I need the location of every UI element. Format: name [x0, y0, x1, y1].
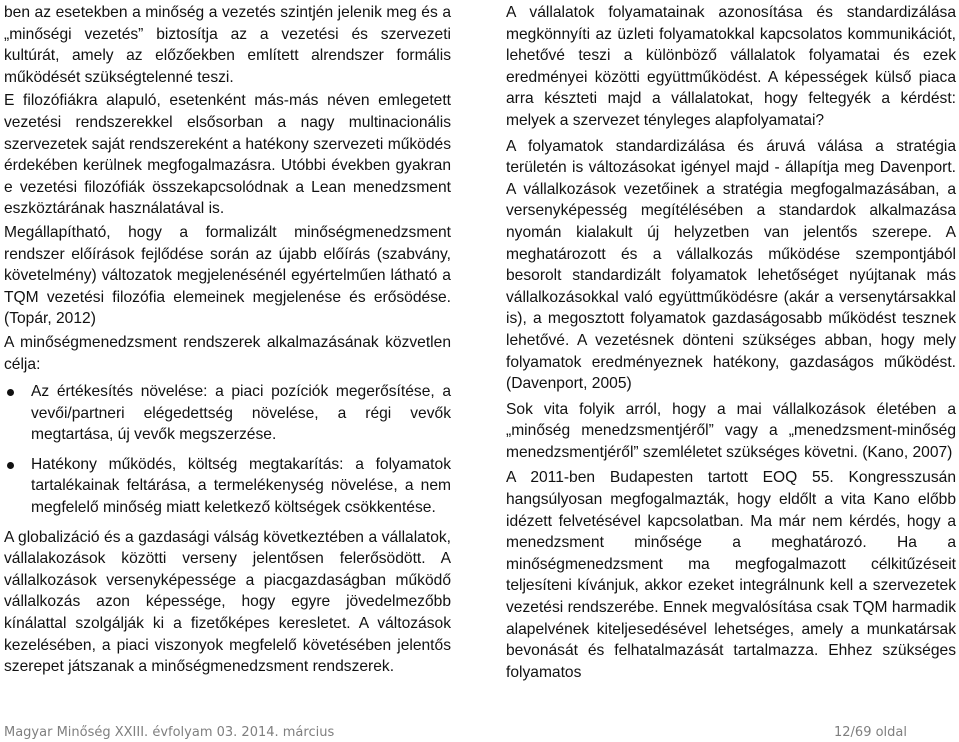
- list-item-text: Az értékesítés növelése: a piaci pozíciók megerősítése, a vevői/partneri elégedettség növelése, a régi vevők megtartása, új vevők megszerzése.: [31, 383, 451, 444]
- list-item: [4, 381, 451, 446]
- journal-info: Magyar Minőség XXIII. évfolyam 03. 2014. március: [4, 725, 335, 740]
- left-column: [4, 2, 451, 680]
- right-column: [506, 2, 956, 685]
- paragraph: Sok vita folyik arról, hogy a mai vállalkozások életében a „minőség menedzsmentjéről” vagy a „menedzsment-minőség menedzsmentjéről” szemléletet szükséges követni. (Kano, 2007): [506, 400, 956, 461]
- paragraph: E filozófiákra alapuló, esetenként más-más néven emlegetett vezetési rendszerekkel elsősorban a nagy multinacionális szervezetek saját rendszereként a hatékony szervezeti működés érdekében kerülnek megfogalmazásra. Utóbbi években gyakran e vezetési filozófiák összekapcsolódnak a Lean menedzsment eszköztárának használatával is.: [4, 92, 451, 218]
- paragraph: A vállalatok folyamatainak azonosítása és standardizálása megkönnyíti az üzleti folyamatokkal kapcsolatos kommunikációt, lehetővé teszi a különböző vállalatok folyamatai és ezek eredményei közötti együttműködést. A képességek külső piaca arra készteti majd a vállalatokat, hogy feltegyék a kérdést: melyek a szervezet tényleges alapfolyamatai?: [506, 4, 956, 129]
- list-item: [4, 454, 451, 519]
- bullet-icon: [7, 389, 14, 396]
- page-footer: [0, 723, 959, 742]
- paragraph: A minőségmenedzsment rendszerek alkalmazásának közvetlen célja:: [4, 333, 451, 373]
- paragraph: A globalizáció és a gazdasági válság következtében a vállalatok, vállalakozások közötti verseny jelentősen felerősödött. A vállalkozások versenyképessége a piacgazdaságban működő vállalkozás azon képessége, hogy egyre jövedelmezőbb kínálattal szolgálják ki a fizetőképes keresletet. A változások kezelésében, a piaci viszonyok megfelelő követésében jelentős szerepet játszanak a minőségmenedzsment rendszerek.: [4, 528, 451, 676]
- page-number: 12/69 oldal: [834, 725, 907, 740]
- goal-list: [4, 381, 451, 519]
- paragraph: A 2011-ben Budapesten tartott EOQ 55. Kongresszusán hangsúlyosan megfogalmazták, hogy eldőlt a vita Kano előbb idézett felvetésével kapcsolatban. Ma már nem kérdés, hogy a menedzsment minősége a meghatározó. Ha a minőségmenedzsment ma megfogalmazott célkitűzéseit teljesíteni kívánjuk, akkor ezeket integrálnunk kell a szervezetek vezetési rendszerébe. Ennek megvalósítása csak TQM harmadik alapelvének kiteljesedésével lehetséges, amely a munkatársak bevonását és felhatalmazását tartalmazza. Ehhez szükséges folyamatos: [506, 469, 956, 681]
- paragraph: Megállapítható, hogy a formalizált minőségmenedzsment rendszer előírások fejlődése során az újabb előírás (szabvány, követelmény) változatok megjelenésénél egyértelműen látható a TQM vezetési filozófia elemeinek megjelenése és erősödése. (Topár, 2012): [4, 223, 451, 328]
- paragraph: A folyamatok standardizálása és áruvá válása a stratégia területén is változásokat igényel majd - állapítja meg Davenport. A vállalkozások vezetőinek a stratégia megfogalmazásában, a versenyképesség megítélésében a standardok alkalmazása nyomán kialakult új helyzetben van jelentős szerepe. A meghatározott és a vállalkozás működése szempontjából besorolt standardizált folyamatok lehetőséget nyújtanak más vállalkozásokkal való együttműködésre (akár a versenytársakkal is), a megosztott folyamatok gazdaságosabb működést tesznek lehetővé. A vezetésnek dönteni szükséges abban, hogy mely folyamatok eredményeznek hatékony, gazdaságos működést. (Davenport, 2005): [506, 137, 956, 393]
- paragraph: ben az esetekben a minőség a vezetés szintjén jelenik meg és a „minőségi vezetés” biztosítja az a vezetési és szervezeti kultúrát, amely az előzőekben említett alrendszer formális működését szükségtelenné teszi.: [4, 4, 451, 86]
- list-item-text: Hatékony működés, költség megtakarítás: a folyamatok tartalékainak feltárása, a termelékenység növelése, a nem megfelelő minőség miatt keletkező költségek csökkentése.: [31, 455, 451, 517]
- bullet-icon: [7, 462, 14, 469]
